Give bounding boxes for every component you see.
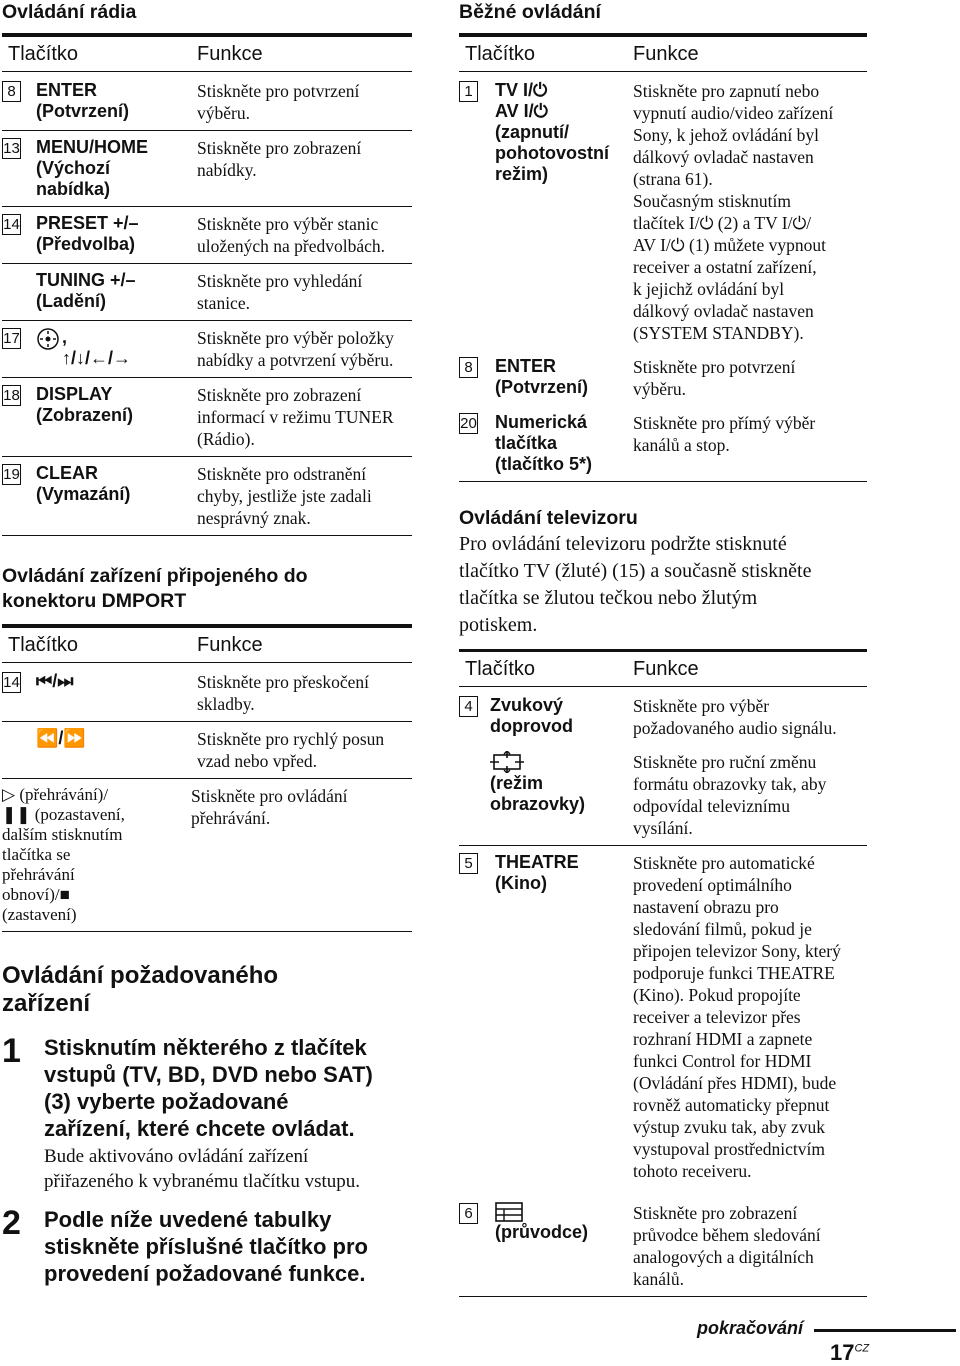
radio-header-func: Funkce (197, 42, 263, 65)
table-row (2, 207, 412, 264)
button-name: CLEAR (Vymazání) (36, 463, 131, 504)
row-number: 14 (3, 674, 20, 691)
button-name: ENTER (Potvrzení) (36, 80, 130, 121)
button-name: DISPLAY (Zobrazení) (36, 384, 133, 425)
button-function: Stiskněte pro rychlý posun vzad nebo vpřed. (197, 729, 385, 771)
dmport-table-header (2, 624, 412, 663)
button-function: Stiskněte pro vyhledání stanice. (197, 271, 363, 313)
button-name: (režim obrazovky) (490, 773, 586, 814)
table-row (459, 406, 867, 482)
table-row (2, 72, 412, 131)
button-name: THEATRE (Kino) (495, 852, 579, 893)
button-function: Stiskněte pro přímý výběr kanálů a stop. (633, 413, 816, 455)
row-number: 17 (3, 330, 20, 347)
step-1 (2, 1034, 412, 1194)
button-function: Stiskněte pro automatické provedení optimálního nastavení obrazu pro sledování filmů, pokud je připojen televizor Sony, který podporuje funkci THEATRE (Kino). Pokud propojíte receiver a televizor přes rozhraní HDMI a zapnete funkci Control for HDMI (Ovládání přes HDMI), bude rovněž automaticky přepnut výstup zvuku tak, aby zvuk vystupoval prostřednictvím tohoto receiveru. (633, 853, 841, 1181)
button-function: Stiskněte pro zobrazení informací v režimu TUNER (Rádio). (197, 385, 394, 449)
button-name: ⏪/⏩ (36, 728, 86, 748)
button-name: TV I/⏻ AV I/⏻ (zapnutí/ pohotovostní režim) (495, 80, 609, 184)
button-function: Stiskněte pro přeskočení skladby. (197, 672, 370, 714)
tv-header-func: Funkce (633, 657, 699, 680)
row-number: 8 (459, 357, 478, 378)
radio-header-key: Tlačítko (8, 42, 79, 65)
button-function: Stiskněte pro potvrzení výběru. (633, 357, 796, 399)
button-name: , ↑/↓/←/→ (62, 327, 132, 368)
step-title: Podle níže uvedené tabulky stiskněte příslušné tlačítko pro provedení požadované funkce. (44, 1207, 368, 1286)
tv-table-header (459, 649, 867, 687)
page-number: $17^{CZ}$ (830, 1340, 870, 1365)
row-number: 14 (3, 216, 20, 233)
button-function: Stiskněte pro výběr stanic uložených na předvolbách. (197, 214, 386, 256)
button-name: Zvukový doprovod (490, 695, 573, 736)
common-header-func: Funkce (633, 42, 699, 65)
dmport-header-key: Tlačítko (8, 633, 79, 656)
table-row (459, 72, 867, 350)
dmport-section-title: Ovládání zařízení připojeného do konektoru DMPORT (2, 565, 308, 612)
table-row (2, 131, 412, 207)
row-number: 1 (459, 81, 478, 102)
radio-table (2, 72, 412, 536)
row-number: 19 (3, 466, 20, 483)
button-name: PRESET +/– (Předvolba) (36, 213, 139, 254)
row-number: 20 (460, 415, 477, 432)
row-number: 4 (459, 696, 478, 717)
step-description: Bude aktivováno ovládání zařízení přiřazeného k vybranému tlačítku vstupu. (44, 1146, 361, 1192)
step-2 (2, 1206, 412, 1287)
button-function: Stiskněte pro ruční změnu formátu obrazovky tak, aby odpovídal televiznímu vysílání. (633, 752, 827, 838)
common-table (459, 72, 867, 482)
table-row (459, 350, 867, 406)
step-title: Stisknutím některého z tlačítek vstupů (TV, BD, DVD nebo SAT) (3) vyberte požadované zařízení, které chcete ovládat. (44, 1035, 373, 1141)
button-name: ENTER (Potvrzení) (495, 356, 589, 397)
button-name: ⏮/⏭ (36, 671, 74, 691)
row-number: 13 (3, 140, 20, 157)
button-name: TUNING +/– (Ladění) (36, 270, 136, 311)
button-function: Stiskněte pro výběr požadovaného audio signálu. (633, 696, 837, 738)
table-row (459, 846, 867, 1188)
left-column (2, 0, 412, 1287)
button-name: (průvodce) (495, 1222, 589, 1242)
table-row (459, 1188, 867, 1297)
language-code: CZ (854, 1342, 870, 1355)
row-number: 6 (459, 1203, 478, 1224)
button-name: MENU/HOME (Výchozí nabídka) (36, 137, 148, 199)
radio-section-title: Ovládání rádia (2, 1, 137, 23)
table-row (2, 378, 412, 457)
table-row (2, 321, 412, 378)
button-function: Stiskněte pro zapnutí nebo vypnutí audio/video zařízení Sony, k jehož ovládání byl dálkový ovladač nastaven (strana 61). Současným stisknutím tlačítek I/⏻ (2) a TV I/⏻/ AV I/⏻ (1) můžete vypnout receiver a ostatní zařízení, k jejichž ovládání byl dálkový ovladač nastaven (SYSTEM STANDBY). (633, 81, 834, 343)
step-number: 2 (2, 1204, 21, 1242)
table-row (2, 779, 412, 932)
radio-table-header (2, 33, 412, 72)
device-section-title: Ovládání požadovaného zařízení (2, 962, 279, 1017)
dmport-header-func: Funkce (197, 633, 263, 656)
tv-table (459, 687, 867, 1297)
button-function: Stiskněte pro odstranění chyby, jestliže jste zadali nesprávný znak. (197, 464, 372, 528)
table-row (459, 745, 867, 846)
table-row (459, 687, 867, 745)
continued-label: pokračování (697, 1318, 804, 1338)
table-row (2, 663, 412, 722)
tv-intro: Pro ovládání televizoru podržte stisknuté tlačítko TV (žluté) (15) a současně stiskněte tlačítka se žlutou tečkou nebo žlutým potiskem. (459, 533, 812, 636)
button-function: Stiskněte pro zobrazení průvodce během sledování analogových a digitálních kanálů. (633, 1203, 821, 1289)
table-row (2, 264, 412, 321)
footer-rule (814, 1329, 956, 1332)
button-function: Stiskněte pro potvrzení výběru. (197, 81, 360, 123)
button-name: ▷ (přehrávání)/ ❚❚ (pozastavení, dalším stisknutím tlačítka se přehrávání obnoví)/■ (zastavení) (2, 785, 125, 924)
row-number: 8 (2, 80, 36, 124)
tv-header-key: Tlačítko (465, 657, 536, 680)
table-row (2, 457, 412, 536)
button-function: Stiskněte pro ovládání přehrávání. (191, 786, 348, 828)
joystick-icon (36, 327, 60, 351)
common-header-key: Tlačítko (465, 42, 536, 65)
button-function: Stiskněte pro výběr položky nabídky a potvrzení výběru. (197, 328, 394, 370)
tv-section-title: Ovládání televizoru (459, 507, 638, 529)
button-name: Numerická tlačítka (tlačítko 5*) (495, 412, 593, 474)
right-column (459, 0, 867, 1297)
button-function: Stiskněte pro zobrazení nabídky. (197, 138, 362, 180)
row-number: 18 (3, 387, 20, 404)
step-number: 1 (2, 1032, 21, 1070)
row-number: 5 (459, 853, 478, 874)
common-table-header (459, 33, 867, 72)
dmport-table (2, 663, 412, 932)
table-row (2, 722, 412, 779)
common-section-title: Běžné ovládání (459, 1, 601, 23)
